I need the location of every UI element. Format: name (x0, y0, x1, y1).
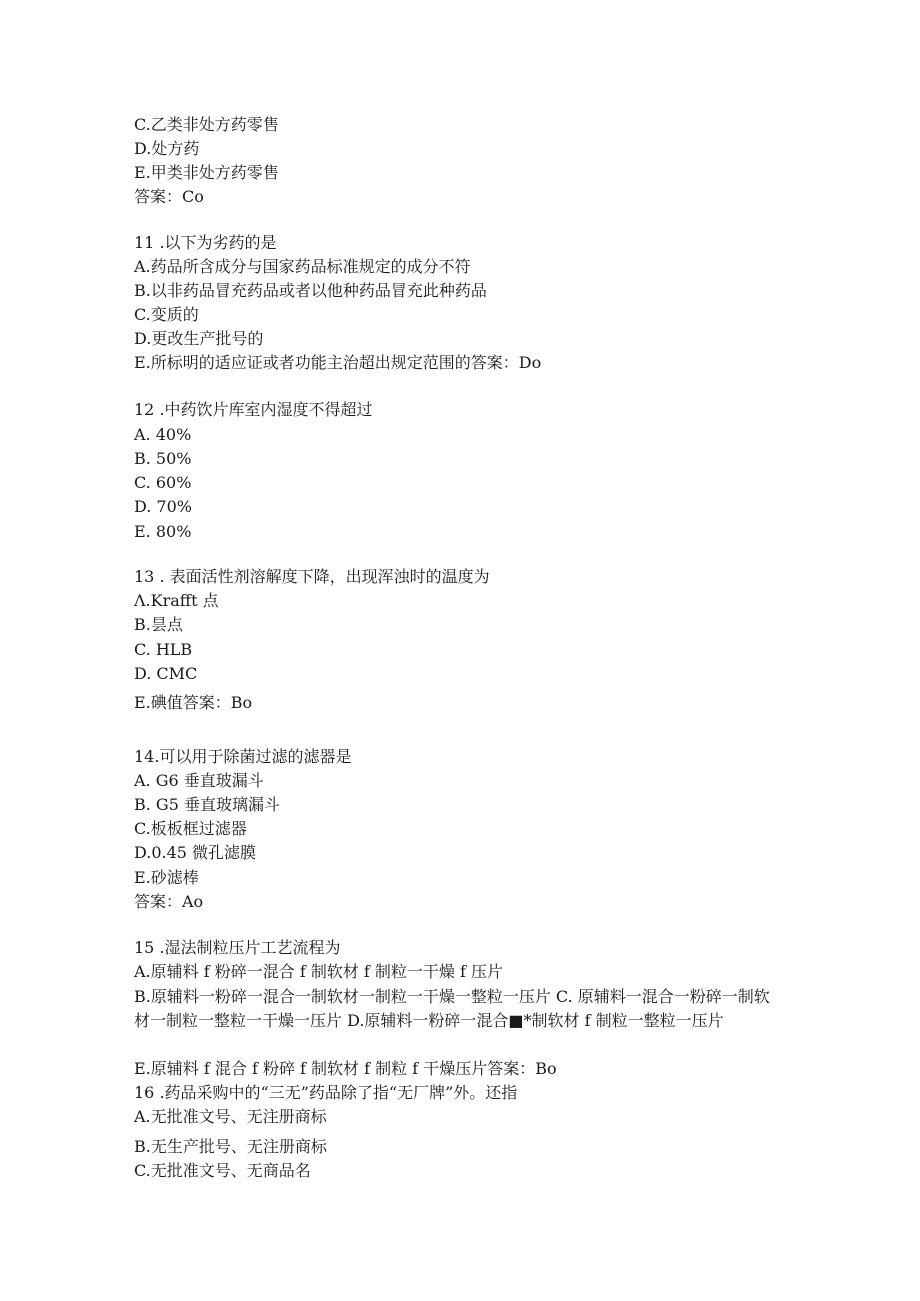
text-line-q12-c: C. 60% (134, 473, 192, 492)
text-line-q16-c: C.无批准文号、无商品名 (134, 1161, 311, 1180)
text-line-q15-bcd: B.原辅料一粉碎一混合一制软材一制粒一干燥一整粒一压片 C. 原辅料一混合一粉碎一制软材一制粒一整粒一干燥一压片 D.原辅料一粉碎一混合■*制软材 f 制粒一整粒一压片 (134, 987, 770, 1030)
text-line-q13-c: C. HLB (134, 640, 193, 659)
text-line-q13-d: D. CMC (134, 664, 198, 683)
text-line-q14-e: E.砂滤棒 (134, 868, 199, 887)
text-line-q14-c: C.板板框过滤器 (134, 819, 247, 838)
text-line-q12-d: D. 70% (134, 497, 192, 516)
text-line-q11-title: 11 .以下为劣药的是 (134, 233, 277, 252)
text-line-q13-e: E.碘值答案：Bo (134, 693, 253, 712)
text-line-q12-b: B. 50% (134, 449, 192, 468)
text-line-q14-ans: 答案：Ao (134, 892, 204, 911)
text-line-q16-a: A.无批准文号、无注册商标 (134, 1107, 327, 1126)
text-line-q13-b: B.昙点 (134, 615, 183, 634)
text-line-q11-e: E.所标明的适应证或者功能主治超出规定范围的答案：Do (134, 353, 542, 372)
text-line-q14-a: A. G6 垂直玻漏斗 (134, 771, 264, 790)
text-line-q14-title: 14.可以用于除菌过滤的滤器是 (134, 747, 352, 766)
text-line-q15-e: E.原辅料 f 混合 f 粉碎 f 制软材 f 制粒 f 干燥压片答案：Bo (134, 1059, 557, 1078)
text-line-q10-d: D.处方药 (134, 139, 200, 158)
text-line-q11-c: C.变质的 (134, 305, 199, 324)
text-line-q11-b: B.以非药品冒充药品或者以他种药品冒充此种药品 (134, 281, 487, 300)
text-line-q12-e: E. 80% (134, 522, 192, 541)
text-line-q13-a: Λ.Krafft 点 (134, 591, 219, 610)
text-line-q11-d: D.更改生产批号的 (134, 329, 264, 348)
text-line-q16-title: 16 .药品采购中的“三无”药品除了指“无厂牌”外。还指 (134, 1083, 518, 1102)
text-line-q14-d: D.0.45 微孔滤膜 (134, 843, 257, 862)
text-line-q10-c: C.乙类非处方药零售 (134, 115, 279, 134)
text-line-q15-a: A.原辅料 f 粉碎一混合 f 制软材 f 制粒一干燥 f 压片 (134, 962, 504, 981)
text-line-q13-title: 13 . 表面活性剂溶解度下降，出现浑浊时的温度为 (134, 567, 490, 586)
text-line-q12-title: 12 .中药饮片库室内湿度不得超过 (134, 400, 373, 419)
text-line-q16-b: B.无生产批号、无注册商标 (134, 1137, 327, 1156)
text-line-q15-title: 15 .湿法制粒压片工艺流程为 (134, 938, 341, 957)
text-line-q11-a: A.药品所含成分与国家药品标准规定的成分不符 (134, 257, 471, 276)
text-line-q14-b: B. G5 垂直玻璃漏斗 (134, 795, 280, 814)
text-line-q10-ans: 答案：Co (134, 187, 204, 206)
text-line-q10-e: E.甲类非处方药零售 (134, 163, 279, 182)
text-line-q12-a: A. 40% (134, 425, 192, 444)
